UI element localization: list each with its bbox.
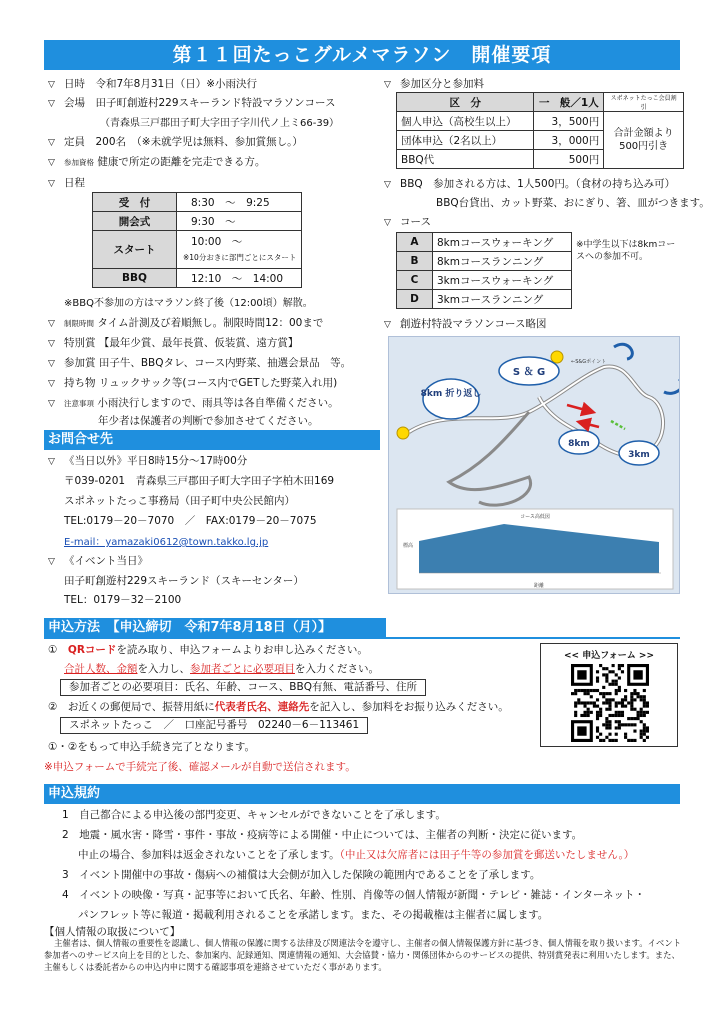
step2-rep: 代表者氏名、連絡先 bbox=[214, 701, 310, 713]
step2-number: ② bbox=[48, 701, 58, 713]
turn-marker-icon bbox=[397, 427, 409, 439]
capacity-label: 定員 bbox=[64, 136, 85, 148]
course-id: A bbox=[397, 233, 433, 252]
arrow-green-icon bbox=[611, 421, 625, 429]
bbq-value-2: BBQ台貸出、カット野菜、おにぎり、箸、皿がつきます。 bbox=[436, 197, 710, 209]
schedule-time: 9:30 ～ bbox=[177, 212, 302, 231]
rule-item bbox=[62, 807, 446, 822]
turn-badge bbox=[423, 379, 479, 419]
capacity-row bbox=[48, 134, 303, 149]
step2-text1: お近くの郵便局で、振替用紙に bbox=[67, 701, 215, 713]
course-id: B bbox=[397, 252, 433, 271]
map-heading bbox=[384, 316, 546, 331]
rule-item bbox=[62, 847, 634, 862]
course-id: D bbox=[397, 290, 433, 309]
rule-text: パンフレット等に報道・掲載利用されることを承諾します。また、その掲載権は主催者に属します。 bbox=[78, 909, 549, 921]
fee-header-row bbox=[397, 93, 684, 112]
start-tag: ←S&Gポイント bbox=[571, 359, 607, 365]
triangle-down-icon: ▽ bbox=[48, 379, 55, 389]
fee-price: 3，000円 bbox=[534, 131, 604, 150]
fee-row bbox=[397, 112, 684, 131]
fee-header-general: 一 般／1人 bbox=[534, 93, 604, 112]
qr-panel bbox=[540, 643, 678, 747]
caution-label: 注意事項 bbox=[64, 399, 94, 408]
arrow-curve-icon bbox=[614, 344, 632, 359]
course-map-svg bbox=[389, 337, 679, 593]
caution-row bbox=[48, 395, 339, 410]
triangle-down-icon: ▽ bbox=[48, 80, 55, 90]
course-heading bbox=[384, 214, 431, 229]
triangle-down-icon: ▽ bbox=[384, 80, 391, 90]
items-row bbox=[48, 375, 337, 390]
schedule-row bbox=[93, 212, 302, 231]
bbq-label: BBQ bbox=[400, 178, 423, 190]
fee-header-category: 区 分 bbox=[397, 93, 534, 112]
contact-address: 〒039-0201 青森県三戸郡田子町大字田子字柏木田169 bbox=[64, 475, 335, 487]
schedule-name: BBQ bbox=[93, 269, 177, 288]
step1-text: を読み取り、申込フォームよりお申し込みください。 bbox=[116, 644, 368, 656]
km3-text: 3km bbox=[628, 450, 650, 460]
rule-text: イベントの映像・写真・記事等において氏名、年齢、性別、肖像等の個人情報が新聞・テレビ・雑誌・インターネット・ bbox=[79, 889, 646, 901]
schedule-time: 10:00 ～ bbox=[191, 235, 243, 248]
apply-mail-note: ※申込フォームで手続完了後、確認メールが自動で送信されます。 bbox=[44, 761, 356, 773]
contact-weekday-row bbox=[48, 453, 247, 468]
course-label: コース bbox=[400, 216, 431, 228]
schedule-row bbox=[93, 193, 302, 212]
time-limit-value: タイム計測及び着順無し。制限時間12：00まで bbox=[97, 317, 324, 329]
contact-email-link[interactable]: E-mail：yamazaki0612@town.takko.lg.jp bbox=[64, 537, 269, 548]
time-limit-row bbox=[48, 315, 323, 330]
contact-heading: お問合せ先 bbox=[44, 430, 380, 450]
apply-step1b bbox=[64, 661, 379, 676]
rule-text: イベント開催中の事故・傷病への補償は大会側が加入した保険の範囲内であることを了承します。 bbox=[79, 869, 541, 881]
eligibility-value: 健康で所定の距離を完走できる方。 bbox=[97, 156, 266, 168]
account-box: スポネットたっこ ／ 口座記号番号 02240－6－113461 bbox=[60, 717, 368, 734]
triangle-down-icon: ▽ bbox=[48, 99, 55, 109]
rule-text: 地震・風水害・降雪・事件・事故・疫病等による開催・中止については、主催者の判断・決定に従います。 bbox=[79, 829, 583, 841]
apply-heading: 申込方法 【申込締切 令和7年8月18日（月）】 bbox=[44, 618, 386, 638]
rule-item bbox=[62, 887, 645, 902]
venue-address: （青森県三戸郡田子町大字田子字川代ノ上ミ66-39） bbox=[100, 118, 340, 129]
caution-value: 小雨決行しますので、雨具等は各自準備ください。 bbox=[97, 397, 339, 409]
fee-name: 個人申込（高校生以上） bbox=[397, 112, 534, 131]
rule-number: 2 bbox=[62, 829, 69, 841]
map-label: 創遊村特設マラソンコース略図 bbox=[400, 318, 547, 330]
special-row bbox=[48, 335, 298, 350]
step1b-text1: を入力し、 bbox=[137, 663, 190, 675]
route-branch bbox=[449, 412, 531, 505]
items-label: 持ち物 bbox=[64, 377, 96, 389]
qr-label: << 申込フォーム >> bbox=[564, 651, 654, 661]
arrow-left-icon bbox=[583, 423, 599, 427]
arrow-curve-icon bbox=[664, 379, 679, 393]
prize-label: 参加賞 bbox=[64, 357, 96, 369]
venue-row bbox=[48, 95, 336, 110]
km8-text: 8km bbox=[568, 439, 590, 449]
schedule-note-text: ※BBQ不参加の方はマラソン終了後（12:00頃）解散。 bbox=[64, 298, 313, 309]
apply-step2 bbox=[48, 699, 509, 714]
event-day-row bbox=[48, 553, 148, 568]
rule-text: 自己都合による申込後の部門変更、キャンセルができないことを了承します。 bbox=[79, 809, 446, 821]
course-row bbox=[397, 252, 572, 271]
schedule-name: スタート bbox=[93, 231, 177, 269]
step1-qr: QRコード bbox=[67, 644, 117, 656]
bbq-value: 参加される方は、1人500円。（食材の持ち込み可） bbox=[433, 178, 676, 190]
bbq-row bbox=[384, 176, 675, 191]
fee-discount: 合計金額より500円引き bbox=[604, 112, 684, 169]
qr-code-icon[interactable] bbox=[571, 664, 649, 742]
fee-label: 参加区分と参加料 bbox=[400, 78, 484, 90]
triangle-down-icon: ▽ bbox=[48, 557, 55, 567]
step1b-total: 合計人数、金額 bbox=[64, 663, 138, 675]
elevation-ylabel: 標高 bbox=[403, 543, 414, 549]
schedule-heading bbox=[48, 175, 85, 190]
course-note: ※中学生以下は8kmコースへの参加不可。 bbox=[576, 240, 676, 262]
schedule-table bbox=[92, 192, 302, 288]
schedule-label: 日程 bbox=[64, 177, 85, 189]
rule-item bbox=[62, 827, 582, 842]
rule-number: 3 bbox=[62, 869, 69, 881]
page-title: 第１１回たっこグルメマラソン 開催要項 bbox=[44, 40, 680, 70]
required-fields-box: 参加者ごとの必要項目：氏名、年齢、コース、BBQ有無、電話番号、住所 bbox=[60, 679, 426, 696]
contact-tel: TEL:0179－20－7070 ／ FAX:0179－20－7075 bbox=[64, 515, 317, 527]
fee-price: 500円 bbox=[534, 150, 604, 169]
rule-text: 中止の場合、参加料は返金されないことを了承します。 bbox=[78, 849, 340, 861]
triangle-down-icon: ▽ bbox=[48, 179, 55, 189]
contact-weekday: 《当日以外》平日8時15分～17時00分 bbox=[64, 455, 248, 467]
privacy-heading: 【個人情報の取扱について】 bbox=[44, 926, 181, 938]
schedule-row bbox=[93, 231, 302, 269]
course-row bbox=[397, 233, 572, 252]
step1b-text2: を入力ください。 bbox=[295, 663, 379, 675]
schedule-time: 8:30 ～ 9:25 bbox=[177, 193, 302, 212]
event-place: 田子町創遊村229スキーランド（スキーセンター） bbox=[64, 575, 304, 587]
triangle-down-icon: ▽ bbox=[48, 457, 55, 467]
fee-heading bbox=[384, 76, 484, 91]
course-map bbox=[388, 336, 680, 594]
fee-table bbox=[396, 92, 684, 169]
course-name: 3kmコースウォーキング bbox=[433, 271, 572, 290]
caution-value-2: 年少者は保護者の判断で参加させてください。 bbox=[98, 415, 319, 427]
elevation-xlabel: 距離 bbox=[533, 583, 545, 589]
venue-value: 田子町創遊村229スキーランド特設マラソンコース bbox=[95, 97, 336, 109]
course-name: 8kmコースウォーキング bbox=[433, 233, 572, 252]
schedule-note: ※10分おきに部門ごとにスタート bbox=[183, 252, 297, 262]
date-value: 令和7年8月31日（日）※小雨決行 bbox=[95, 78, 258, 90]
fee-price: 3，500円 bbox=[534, 112, 604, 131]
sg-text: S ＆ G bbox=[512, 367, 546, 378]
items-value: リュックサック等(コース内でGETした野菜入れ用) bbox=[98, 377, 338, 389]
rules-heading: 申込規約 bbox=[44, 784, 680, 804]
venue-label: 会場 bbox=[64, 97, 85, 109]
rule-number: 4 bbox=[62, 889, 69, 901]
triangle-down-icon: ▽ bbox=[48, 158, 55, 168]
schedule-name: 受 付 bbox=[93, 193, 177, 212]
rule-number: 1 bbox=[62, 809, 69, 821]
rule-item bbox=[62, 907, 548, 922]
special-value: 【最年少賞、最年長賞、仮装賞、遠方賞】 bbox=[98, 337, 299, 349]
eligibility-row bbox=[48, 154, 265, 169]
triangle-down-icon: ▽ bbox=[48, 319, 55, 329]
triangle-down-icon: ▽ bbox=[48, 399, 55, 409]
apply-rule bbox=[44, 637, 680, 639]
apply-complete: ①・②をもって申込手続き完了となります。 bbox=[48, 741, 255, 753]
rule-item bbox=[62, 867, 540, 882]
step1-number: ① bbox=[48, 644, 58, 656]
privacy-text bbox=[44, 937, 684, 973]
course-row bbox=[397, 271, 572, 290]
fee-name: 団体申込（2名以上） bbox=[397, 131, 534, 150]
course-name: 8kmコースランニング bbox=[433, 252, 572, 271]
schedule-time-cell bbox=[177, 231, 302, 269]
triangle-down-icon: ▽ bbox=[48, 339, 55, 349]
privacy-body: 主催者は、個人情報の重要性を認識し、個人情報の保護に関する法律及び関連法令を遵守し、主催者の個人情報保護方針に基づき、個人情報を取り扱います。イベント参加者へのサービス向上を目的とした、参加案内、記録通知、関連情報の通知、大会協賛・協力・関係団体からのサービスの提供、特別賞発表に利用いたします。また、主催もしくは委託者からの申込内申に関する確認事項を連絡させていただく事があります。 bbox=[44, 938, 682, 972]
schedule-time: 12:10 ～ 14:00 bbox=[177, 269, 302, 288]
time-limit-label: 制限時間 bbox=[64, 319, 94, 328]
course-row bbox=[397, 290, 572, 309]
fee-header-discount: スポネットたっこ会員割引 bbox=[604, 93, 684, 112]
rule-red-note: （中止又は欠席者には田子牛等の参加賞を郵送いたしません。） bbox=[339, 849, 635, 861]
schedule-name: 開会式 bbox=[93, 212, 177, 231]
contact-office: スポネットたっこ事務局（田子町中央公民館内） bbox=[64, 495, 295, 507]
prize-row bbox=[48, 355, 351, 370]
arrow-right-icon bbox=[567, 405, 589, 411]
triangle-down-icon: ▽ bbox=[48, 138, 55, 148]
fee-name: BBQ代 bbox=[397, 150, 534, 169]
triangle-down-icon: ▽ bbox=[384, 218, 391, 228]
eligibility-label: 参加資格 bbox=[64, 158, 94, 167]
step2-text2: を記入し、参加料をお振り込みください。 bbox=[309, 701, 509, 713]
course-name: 3kmコースランニング bbox=[433, 290, 572, 309]
turn-text: 8km 折り返し bbox=[420, 389, 482, 399]
course-table bbox=[396, 232, 572, 309]
capacity-value: 200名 （※未就学児は無料、参加賞無し。） bbox=[95, 136, 303, 148]
event-tel: TEL：0179－32－2100 bbox=[64, 594, 182, 606]
triangle-down-icon: ▽ bbox=[384, 320, 391, 330]
start-marker-icon bbox=[551, 351, 563, 363]
step1b-required: 参加者ごとに必要項目 bbox=[190, 663, 295, 675]
event-day: 《イベント当日》 bbox=[64, 555, 148, 567]
special-label: 特別賞 bbox=[64, 337, 96, 349]
apply-step1 bbox=[48, 642, 368, 657]
triangle-down-icon: ▽ bbox=[48, 359, 55, 369]
triangle-down-icon: ▽ bbox=[384, 180, 391, 190]
elevation-title: コース高低図 bbox=[520, 514, 550, 520]
schedule-row bbox=[93, 269, 302, 288]
prize-value: 田子牛、BBQタレ、コース内野菜、抽選会景品 等。 bbox=[98, 357, 352, 369]
course-id: C bbox=[397, 271, 433, 290]
date-label: 日時 bbox=[64, 78, 85, 90]
date-row bbox=[48, 76, 257, 91]
